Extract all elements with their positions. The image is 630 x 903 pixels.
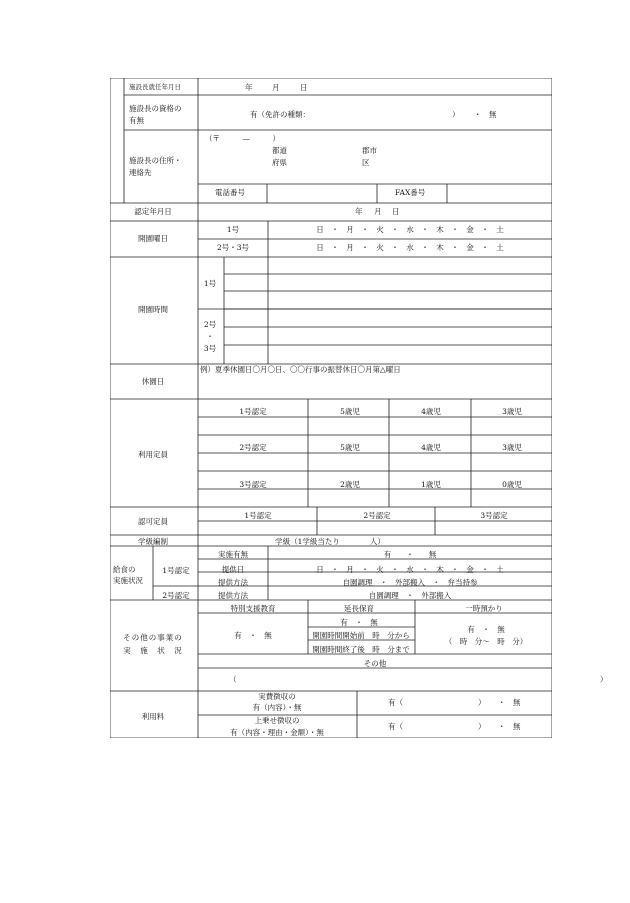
gun-shi-label: 郡市 (362, 146, 377, 155)
qualification-label: 施設長の資格の (129, 104, 182, 113)
temporary-care-label: 一時預かり (465, 604, 503, 613)
qualification-value: 有（免許の種類： (250, 110, 310, 119)
capacity-type3-age0: 0歳児 (502, 480, 522, 489)
actual-cost-label-2: 有（内容）・無 (252, 703, 302, 712)
capacity-type1: 1号認定 (239, 407, 267, 416)
meals-method2-label: 提供方法 (218, 591, 248, 600)
open-days-type23: 2号・3号 (216, 243, 250, 252)
meals-type1: 1号認定 (162, 566, 190, 575)
capacity-type3: 3号認定 (239, 480, 267, 489)
temporary-care-time: （ 時 分～ 時 分） (444, 637, 528, 646)
meals-implemented-value: 有 ・ 無 (383, 550, 437, 559)
hours-group1: 1号 (203, 279, 217, 288)
certification-year: 年 (355, 207, 363, 216)
certification-label: 認定年月日 (134, 207, 172, 216)
surcharge-label: 上乗せ徴収の (254, 716, 300, 725)
address-label-2: 連絡先 (129, 168, 152, 177)
meals-type2: 2号認定 (162, 591, 190, 600)
meals-implemented-label: 実施有無 (218, 550, 248, 559)
hours-group2-a: 2号 (203, 320, 217, 329)
licensed-type3: 3号認定 (480, 511, 508, 520)
surcharge-close: ） (478, 722, 486, 731)
capacity-type2-age4: 4歳児 (421, 443, 441, 452)
surcharge-no: ・ 無 (498, 722, 521, 731)
hours-group2-c: 3号 (203, 344, 217, 353)
fax-label: FAX番号 (395, 188, 426, 197)
to-do-label: 都道 (272, 146, 287, 155)
special-support-label: 特別支援教育 (230, 604, 276, 613)
surcharge-label-2: 有（内容・理由・金額）・無 (230, 728, 324, 737)
meals-days-label: 提供日 (221, 565, 245, 574)
surcharge-yes: 有（ (388, 722, 403, 731)
meals-label-2: 実施状況 (113, 576, 143, 585)
extended-care-value: 有 ・ 無 (340, 618, 378, 627)
open-hours-label: 開園時間 (138, 305, 168, 314)
capacity-type1-age5: 5歳児 (340, 407, 360, 416)
class-org-value: 学級（1学級当たり 人） (275, 537, 385, 546)
capacity-label: 利用定員 (138, 450, 168, 459)
open-days-weekdays-1: 日 ・ 月 ・ 火 ・ 水 ・ 木 ・ 金 ・ 土 (316, 225, 504, 234)
special-support-value: 有 ・ 無 (234, 631, 272, 640)
other-paren-open: （ (229, 675, 237, 684)
actual-cost-label: 実費徴収の (258, 692, 296, 701)
qualification-label-2: 有無 (129, 116, 144, 125)
extended-end: 開園時間終了後 時 分まで (312, 645, 410, 654)
licensed-type1: 1号認定 (244, 511, 272, 520)
temporary-care-value: 有 ・ 無 (467, 625, 505, 634)
ku-label: 区 (362, 158, 370, 167)
licensed-type2: 2号認定 (363, 511, 391, 520)
other-services-label-2: 実 施 状 況 (123, 646, 183, 655)
licensed-capacity-label: 認可定員 (138, 517, 168, 526)
qualification-close: ） (452, 110, 460, 119)
fu-ken-label: 府県 (272, 158, 287, 167)
extended-start: 開園時間開始前 時 分から (312, 631, 410, 640)
meals-method2-value: 自園調理 ・ 外部搬入 (368, 591, 452, 600)
other-services-label: その他の事業の (123, 633, 183, 642)
other-label: その他 (363, 659, 387, 668)
address-label: 施設長の住所・ (129, 156, 182, 165)
meals-label: 給食の (113, 565, 136, 574)
other-paren-close: ） (600, 675, 608, 684)
capacity-type3-age1: 1歳児 (421, 480, 441, 489)
certification-month: 月 (374, 207, 382, 216)
postal-mark: （〒 — ） (205, 134, 280, 143)
capacity-type2: 2号認定 (239, 443, 267, 452)
meals-days-value: 日 ・ 月 ・ 火 ・ 水 ・ 木 ・ 金 ・ 土 (316, 565, 504, 574)
appointed-day: 日 (300, 83, 308, 92)
capacity-type3-age2: 2歳児 (340, 480, 360, 489)
capacity-type1-age4: 4歳児 (421, 407, 441, 416)
capacity-type1-age3: 3歳児 (502, 407, 522, 416)
closed-days-example: 例）夏季休園日〇月〇日、〇〇行事の振替休日〇月第△曜日 (200, 365, 401, 374)
certification-day: 日 (392, 207, 400, 216)
capacity-type2-age5: 5歳児 (340, 443, 360, 452)
actual-cost-yes: 有（ (388, 698, 403, 707)
capacity-type2-age3: 3歳児 (502, 443, 522, 452)
actual-cost-no: ・ 無 (498, 698, 521, 707)
class-org-label: 学級編制 (138, 537, 168, 546)
appointed-month: 月 (272, 83, 280, 92)
extended-care-label: 延長保育 (344, 604, 374, 613)
closed-days-label: 休園日 (141, 377, 165, 386)
appointed-date-label: 施設長就任年月日 (129, 83, 181, 91)
fees-label: 利用料 (141, 712, 165, 721)
meals-method-label: 提供方法 (218, 578, 248, 587)
actual-cost-close: ） (478, 698, 486, 707)
hours-group2-b: ・ (206, 332, 214, 341)
appointed-year: 年 (245, 83, 253, 92)
qualification-none: ・ 無 (474, 110, 497, 119)
meals-method1-value: 自園調理 ・ 外部搬入 ・ 弁当持参 (342, 578, 478, 587)
open-days-type1: 1号 (226, 225, 240, 234)
phone-label: 電話番号 (215, 188, 245, 197)
open-days-weekdays-2: 日 ・ 月 ・ 火 ・ 水 ・ 木 ・ 金 ・ 土 (316, 243, 504, 252)
open-days-label: 開園曜日 (138, 234, 168, 243)
